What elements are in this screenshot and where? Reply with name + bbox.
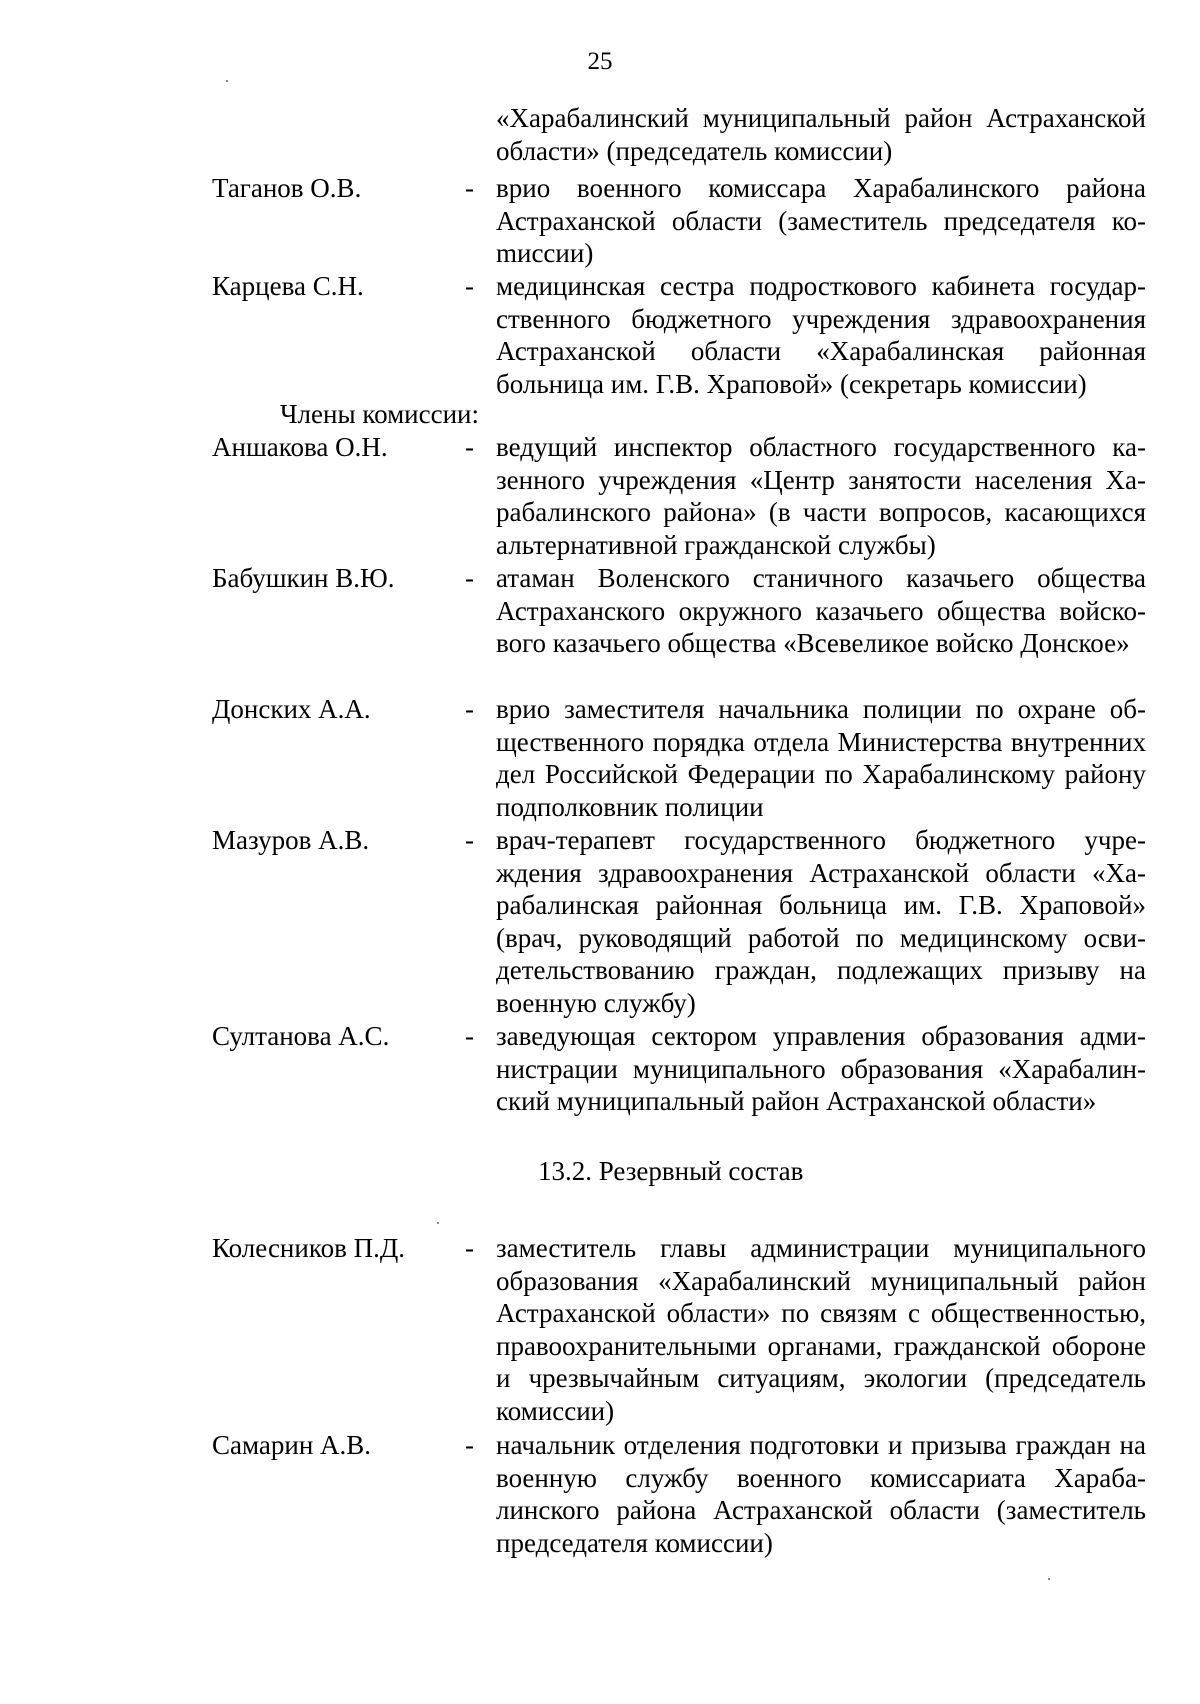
member-dash: - [465,825,474,855]
member-entry [212,562,1146,660]
member-dash: - [465,1233,474,1263]
scan-speck [226,80,228,82]
member-name: Султанова А.С. [212,1021,390,1051]
member-name: Бабушкин В.Ю. [212,563,395,593]
reserve-heading: 13.2. Резервный состав [538,1156,804,1186]
member-name: Самарин А.В. [212,1430,372,1460]
member-description: медицинская сестра подросткового кабинета государственного бюджетного учреждения здравоохранения Астраханской области «Харабалинская районная больница им. Г.В. Храповой» (секретарь комиссии) [496,271,1146,399]
member-entry [212,1020,1146,1118]
member-dash: - [465,173,474,203]
member-name: Донских А.А. [212,694,371,724]
member-entry [212,172,1146,270]
member-name: Колесников П.Д. [212,1233,405,1263]
members-heading: Члены комиссии: [280,399,479,429]
member-entry [212,1429,1146,1559]
member-dash: - [465,271,474,301]
member-dash: - [465,1021,474,1051]
member-name: Мазуров А.В. [212,825,370,855]
scan-speck [1048,1578,1050,1580]
member-name: Таганов О.В. [212,173,362,203]
member-entry [212,693,1146,823]
member-description: ведущий инспектор областного государственного казенного учреждения «Центр занятости населения Харабалинского района» (в части вопросов, касающихся альтернативной гражданской службы) [496,432,1146,560]
member-dash: - [465,432,474,462]
member-dash: - [465,1430,474,1460]
member-description: врач-терапевт государственного бюджетного учреждения здравоохранения Астраханской области «Харабалинская районная больница им. Г.В. Храповой» (врач, руководящий работой по медицинскому освидетельствованию граждан, подлежащих призыву на военную службу) [496,825,1146,1018]
member-description: заведующая сектором управления образования администрации муниципального образования «Харабалинский муниципальный район Астраханской области» [496,1021,1146,1116]
member-description: начальник отделения подготовки и призыва граждан на военную службу военного комиссариата Харабалинского района Астраханской области (заместитель председателя комиссии) [496,1430,1146,1558]
member-description: заместитель главы администрации муниципального образования «Харабалинский муниципальный район Астраханской области» по связям с общественностью, правоохранительными органами, гражданской обороне и чрезвычайным ситуациям, экологии (председатель комиссии) [496,1233,1146,1426]
lead-text: «Харабалинский муниципальный район Астраханской области» (председатель комиссии) [496,103,1146,166]
member-entry [212,431,1146,561]
page-number: 25 [587,48,613,75]
scan-speck [437,1222,439,1224]
member-dash: - [465,563,474,593]
member-description: врио заместителя начальника полиции по охране общественного порядка отдела Министерства внутренних дел Российской Федерации по Харабалинскому району подполковник полиции [496,694,1146,822]
member-dash: - [465,694,474,724]
member-entry [212,270,1146,400]
member-entry [212,1232,1146,1427]
member-description: врио военного комиссара Харабалинского района Астраханской области (заместитель председателя коmиссии) [496,173,1146,268]
member-name: Карцева С.Н. [212,271,364,301]
member-entry [212,824,1146,1019]
member-name: Аншакова О.Н. [212,432,388,462]
member-description: атаман Воленского станичного казачьего общества Астраханского окружного казачьего общества войскового казачьего общества «Всевеликое войско Донское» [496,563,1146,658]
